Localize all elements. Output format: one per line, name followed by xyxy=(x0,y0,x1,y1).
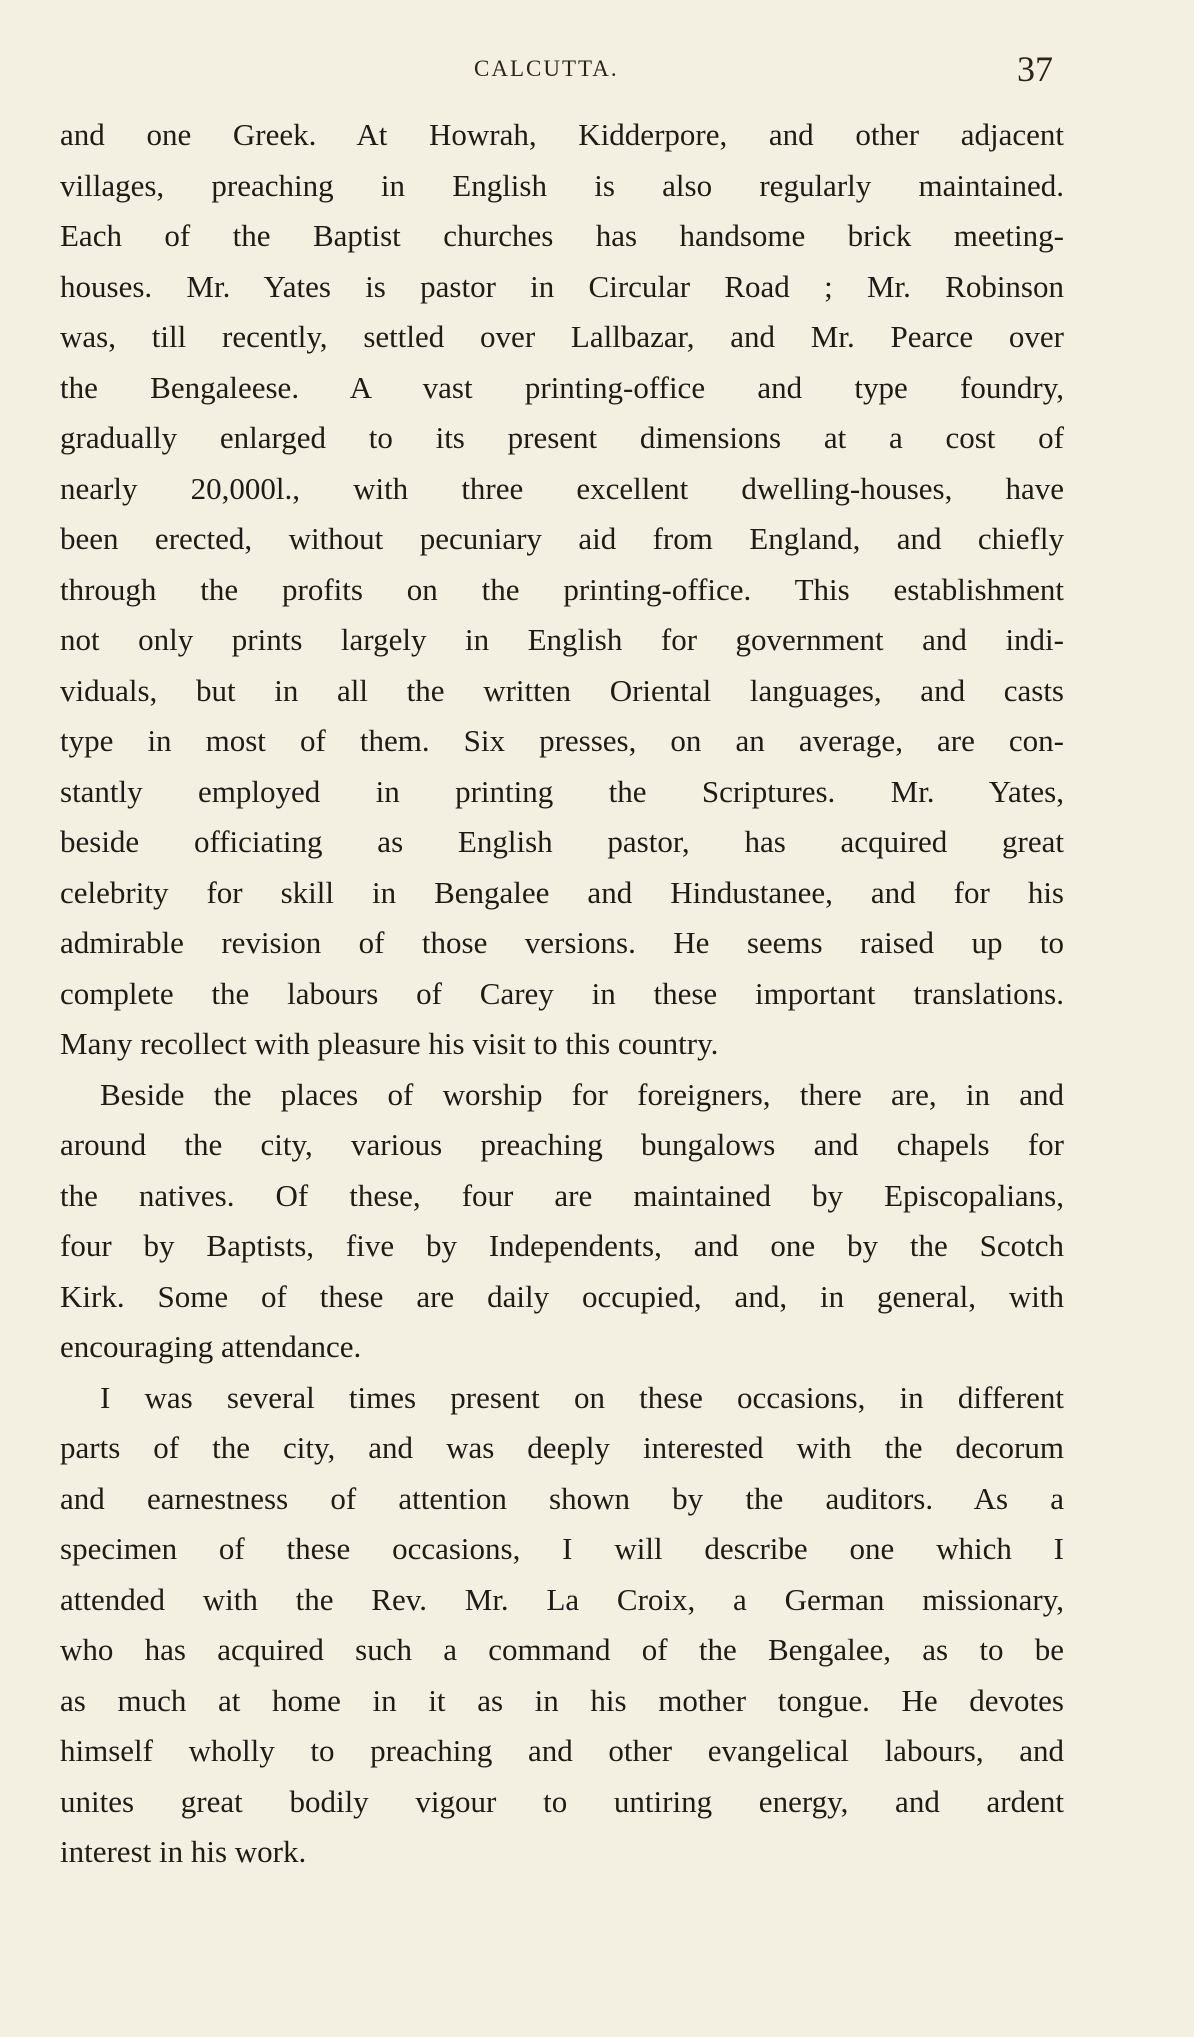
text-line: four by Baptists, five by Independents, and one by the Scotch xyxy=(60,1228,1064,1263)
text-line: Beside the places of worship for foreigners, there are, in and xyxy=(100,1076,1064,1112)
body-text xyxy=(60,110,1064,1878)
text-line: and one Greek. At Howrah, Kidderpore, and other adjacent xyxy=(60,117,1064,152)
text-line: around the city, various preaching bungalows and chapels for xyxy=(60,1127,1064,1162)
paragraph-2 xyxy=(60,1070,1064,1373)
text-line: admirable revision of those versions. He seems raised up to xyxy=(60,925,1064,960)
text-line: gradually enlarged to its present dimensions at a cost of xyxy=(60,420,1064,455)
text-line: specimen of these occasions, I will describe one which I xyxy=(60,1531,1064,1566)
text-line: nearly 20,000l., with three excellent dwelling-houses, have xyxy=(60,470,1064,506)
text-line: the Bengaleese. A vast printing-office and type foundry, xyxy=(60,369,1064,405)
text-line: attended with the Rev. Mr. La Croix, a German missionary, xyxy=(60,1581,1064,1617)
text-line: the natives. Of these, four are maintained by Episcopalians, xyxy=(60,1177,1064,1213)
text-line: Many recollect with pleasure his visit to this country. xyxy=(60,1026,719,1061)
text-line: celebrity for skill in Bengalee and Hindustanee, and for his xyxy=(60,874,1064,910)
paragraph-3 xyxy=(60,1373,1064,1878)
text-line: type in most of them. Six presses, on an average, are con- xyxy=(60,723,1064,758)
text-line: not only prints largely in English for government and indi- xyxy=(60,622,1064,657)
text-line: villages, preaching in English is also regularly maintained. xyxy=(60,167,1064,203)
text-line: interest in his work. xyxy=(60,1834,307,1869)
text-line: through the profits on the printing-office. This establishment xyxy=(60,571,1064,607)
page-number: 37 xyxy=(1017,49,1053,89)
text-line: Kirk. Some of these are daily occupied, and, in general, with xyxy=(60,1278,1064,1314)
text-line: who has acquired such a command of the Bengalee, as to be xyxy=(60,1632,1064,1667)
text-line: unites great bodily vigour to untiring energy, and ardent xyxy=(60,1783,1064,1819)
running-title: CALCUTTA. xyxy=(474,56,619,81)
text-line: houses. Mr. Yates is pastor in Circular Road ; Mr. Robinson xyxy=(60,268,1064,304)
text-line: encouraging attendance. xyxy=(60,1329,362,1364)
text-line: and earnestness of attention shown by the auditors. As a xyxy=(60,1480,1064,1516)
running-head xyxy=(0,48,1194,98)
text-line: Each of the Baptist churches has handsome brick meeting- xyxy=(60,218,1064,253)
text-line: parts of the city, and was deeply interested with the decorum xyxy=(60,1430,1064,1465)
text-line: viduals, but in all the written Oriental languages, and casts xyxy=(60,672,1064,708)
text-line: been erected, without pecuniary aid from England, and chiefly xyxy=(60,521,1064,556)
text-line: as much at home in it as in his mother tongue. He devotes xyxy=(60,1682,1064,1718)
paragraph-1 xyxy=(60,110,1064,1070)
text-line: beside officiating as English pastor, has acquired great xyxy=(60,824,1064,859)
text-line: himself wholly to preaching and other evangelical labours, and xyxy=(60,1733,1064,1768)
text-line: I was several times present on these occasions, in different xyxy=(100,1379,1064,1415)
text-line: stantly employed in printing the Scriptures. Mr. Yates, xyxy=(60,773,1064,809)
text-line: complete the labours of Carey in these important translations. xyxy=(60,975,1064,1011)
text-line: was, till recently, settled over Lallbazar, and Mr. Pearce over xyxy=(60,319,1064,354)
